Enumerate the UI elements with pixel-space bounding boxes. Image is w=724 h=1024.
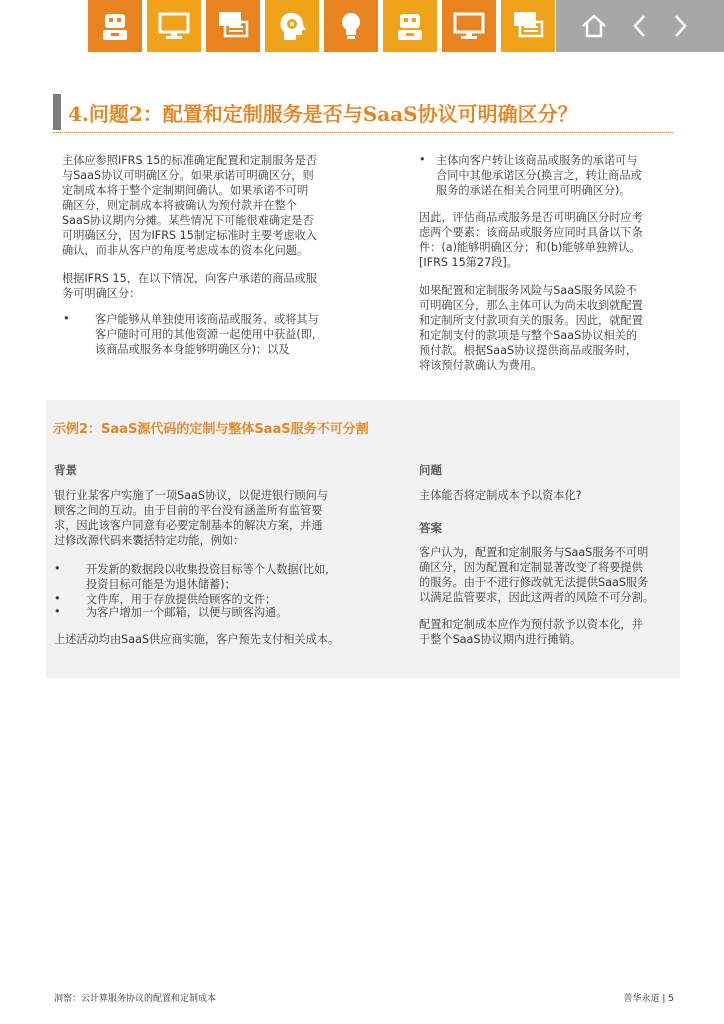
background-header: 背景 — [54, 463, 77, 477]
bullet-dot: • — [419, 153, 426, 166]
answer-paragraph-2 — [419, 617, 681, 647]
text-line: 开发新的数据段以收集投资目标等个人数据(比如, — [86, 563, 329, 576]
footer-page-number: 普华永道 | 5 — [623, 994, 674, 1004]
text-line: 的服务。由于不进行修改就无法提供SaaS服务 — [419, 576, 649, 589]
chat-icon — [215, 8, 251, 44]
title-divider — [53, 132, 673, 133]
nav-controls — [556, 0, 724, 52]
home-icon — [580, 12, 608, 40]
text-line: 预付款。根据SaaS协议提供商品或服务时， — [419, 344, 638, 357]
nav-tile-1[interactable] — [88, 0, 142, 52]
left-paragraph-2 — [62, 271, 352, 301]
left-bullet-1 — [95, 312, 355, 357]
text-line: 客户随时可用的其他资源一起使用中获益(即, — [95, 328, 316, 341]
background-end: 上述活动均由SaaS供应商实施，客户预先支付相关成本。 — [54, 633, 340, 646]
text-line: [IFRS 15第27段]。 — [419, 256, 518, 269]
chevron-right-icon — [666, 12, 694, 40]
text-line: 定制成本将于整个定制期间确认。如果承诺不可明 — [62, 184, 309, 197]
background-paragraph — [54, 488, 374, 548]
top-navigation — [0, 0, 724, 52]
text-line: 可明确区分，因为IFRS 15制定标准时主要考虑收入 — [62, 229, 317, 242]
monitor-icon — [451, 8, 487, 44]
bullet-dot: • — [54, 592, 61, 605]
nav-tile-5[interactable] — [324, 0, 378, 52]
nav-tile-8[interactable] — [501, 0, 555, 52]
text-line: 客户能够从单独使用该商品或服务、或将其与 — [95, 313, 319, 326]
text-line: 虑两个要素：该商品或服务应同时具备以下条 — [419, 226, 643, 239]
text-line: 主体应参照IFRS 15的标准确定配置和定制服务是否 — [62, 154, 317, 167]
text-line: 求，因此该客户同意有必要定制基本的解决方案，并通 — [54, 519, 323, 532]
chat-icon — [510, 8, 546, 44]
text-line: 将该预付款确认为费用。 — [419, 359, 543, 372]
example-bullet-3 — [86, 605, 376, 620]
nav-tile-2[interactable] — [147, 0, 201, 52]
example-bullet-1 — [86, 562, 376, 592]
text-line: 文件库，用于存放提供给顾客的文件； — [86, 593, 277, 606]
chevron-left-icon — [626, 12, 654, 40]
text-line: 与SaaS协议可明确区分。如果承诺可明确区分，则 — [62, 169, 314, 182]
monitor-icon — [156, 8, 192, 44]
bullet-dot: • — [63, 312, 70, 325]
right-paragraph-3 — [419, 210, 684, 270]
text-line: 如果配置和定制服务风险与SaaS服务风险不 — [419, 284, 638, 297]
text-line: 过修改源代码来囊括特定功能，例如： — [54, 534, 245, 547]
question-header: 问题 — [419, 463, 442, 477]
bullet-dot: • — [54, 562, 61, 575]
text-line: 为客户增加一个邮箱，以便与顾客沟通。 — [86, 606, 288, 619]
right-bullet-2 — [436, 153, 686, 198]
text-line: 确区分，因为配置和定制显著改变了将要提供 — [419, 561, 643, 574]
example-title: 示例2：SaaS源代码的定制与整体SaaS服务不可分割 — [53, 422, 369, 437]
next-page-button[interactable] — [662, 8, 698, 44]
answer-paragraph-1 — [419, 545, 681, 605]
page-title: 4.问题2：配置和定制服务是否与SaaS协议可明确区分？ — [68, 102, 578, 126]
text-line: 配置和定制成本应作为预付款予以资本化，并 — [419, 618, 643, 631]
text-line: 该商品或服务本身能够明确区分)；以及 — [95, 343, 290, 356]
text-line: 合同中其他承诺区分(换言之，转让商品或 — [436, 169, 642, 182]
text-line: 确认，而非从客户的角度考虑成本的资本化问题。 — [62, 244, 309, 257]
home-button[interactable] — [576, 8, 612, 44]
left-paragraph-1 — [62, 153, 352, 258]
text-line: 以满足监管要求，因此这两者的风险不可分割。 — [419, 591, 654, 604]
text-line: 主体向客户转让该商品或服务的承诺可与 — [436, 154, 638, 167]
robot-icon — [392, 8, 428, 44]
text-line: 务可明确区分： — [62, 287, 141, 300]
text-line: 可明确区分，那么主体可认为尚未收到就配置 — [419, 299, 643, 312]
previous-page-button[interactable] — [622, 8, 658, 44]
text-line: 客户认为，配置和定制服务与SaaS服务不可明 — [419, 546, 649, 559]
text-line: 和定制支付的款项是与整个SaaS协议相关的 — [419, 329, 638, 342]
text-line: 根据IFRS 15，在以下情况，向客户承诺的商品或服 — [62, 272, 317, 285]
text-line: 服务的承诺在相关合同里可明确区分)。 — [436, 184, 631, 197]
text-line: 确区分，则定制成本将被确认为预付款并在整个 — [62, 199, 297, 212]
text-line: SaaS协议期内分摊。某些情况下可能很难确定是否 — [62, 214, 314, 227]
text-line: 因此，评估商品或服务是否可明确区分时应考 — [419, 211, 643, 224]
nav-tile-3[interactable] — [206, 0, 260, 52]
right-paragraph-4 — [419, 283, 684, 373]
text-line: 于整个SaaS协议期内进行摊销。 — [419, 633, 582, 646]
text-line: 投资目标可能是为退休储蓄)； — [86, 578, 236, 591]
footer-publication: 洞察：云计算服务协议的配置和定制成本 — [54, 994, 217, 1004]
nav-tile-4[interactable] — [265, 0, 319, 52]
nav-tile-6[interactable] — [383, 0, 437, 52]
text-line: 和定制所支付款项有关的服务。因此，就配置 — [419, 314, 643, 327]
title-accent-bar — [53, 94, 61, 130]
text-line: 银行业某客户实施了一项SaaS协议，以促进银行顾问与 — [54, 489, 329, 502]
robot-icon — [97, 8, 133, 44]
gear-head-icon — [274, 8, 310, 44]
bullet-dot: • — [54, 605, 61, 618]
answer-header: 答案 — [419, 521, 442, 535]
question-text: 主体能否将定制成本予以资本化? — [419, 489, 582, 502]
nav-tile-7[interactable] — [442, 0, 496, 52]
lightbulb-icon — [333, 8, 369, 44]
text-line: 件：(a)能够明确区分；和(b)能够单独辨认。 — [419, 241, 641, 254]
text-line: 顾客之间的互动。由于目前的平台没有涵盖所有监管要 — [54, 504, 323, 517]
